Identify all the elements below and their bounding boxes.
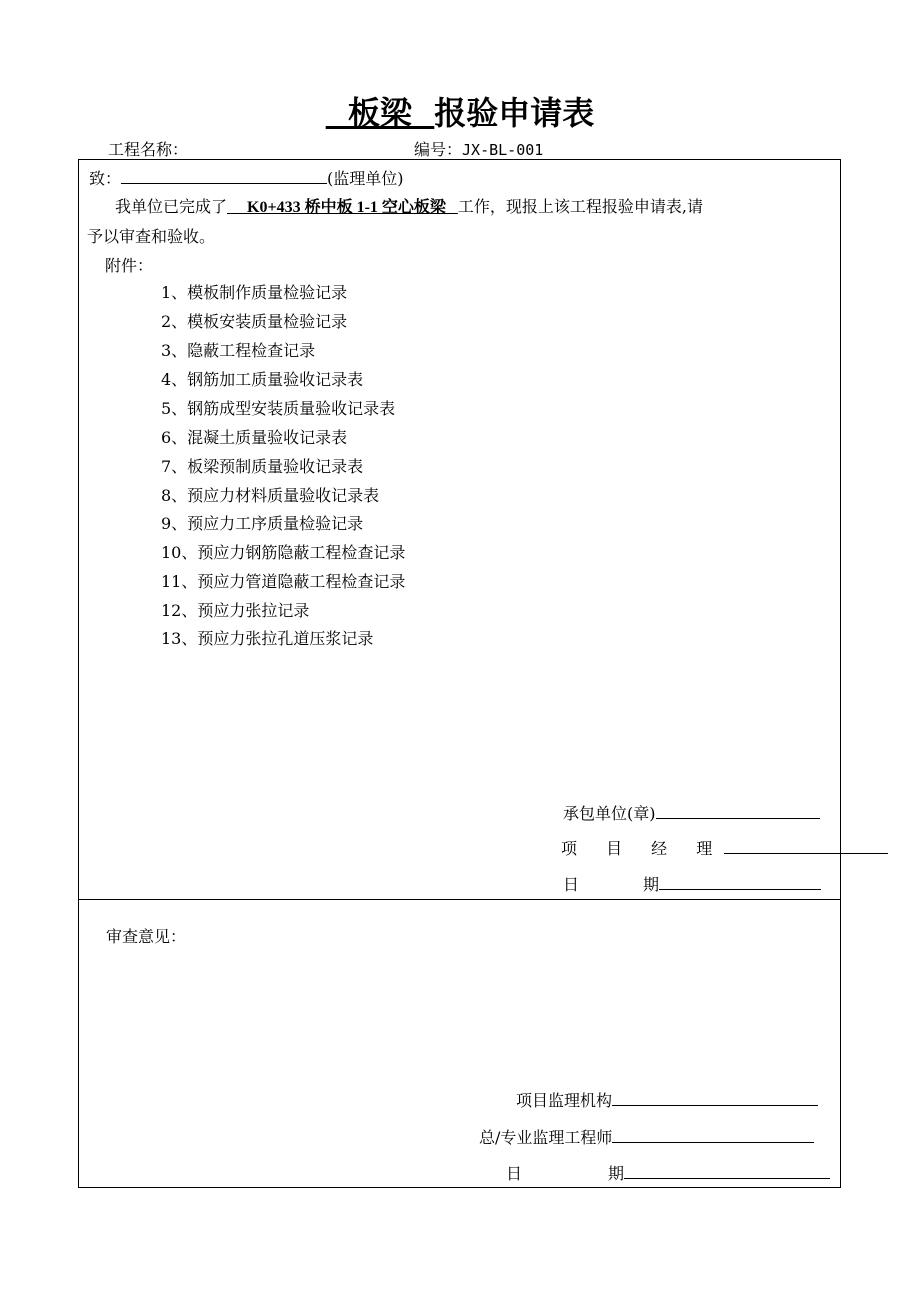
manager-label: 项 目 经 理 bbox=[561, 839, 725, 858]
manager-blank[interactable] bbox=[724, 835, 888, 854]
contractor-blank[interactable] bbox=[656, 800, 820, 819]
attachment-item: 5、钢筋成型安装质量验收记录表 bbox=[161, 399, 396, 418]
date-label-char-1: 日 bbox=[563, 875, 580, 894]
attachment-item: 1、模板制作质量检验记录 bbox=[161, 283, 348, 302]
attachment-item: 13、预应力张拉孔道压浆记录 bbox=[161, 629, 374, 648]
number-label: 编号： bbox=[414, 140, 463, 159]
attachment-item: 11、预应力管道隐蔽工程检查记录 bbox=[161, 572, 406, 591]
attachment-item: 12、预应力张拉记录 bbox=[161, 601, 310, 620]
review-date-blank[interactable] bbox=[624, 1160, 830, 1179]
project-name-label: 工程名称： bbox=[108, 140, 189, 159]
contractor-label: 承包单位(章) bbox=[563, 804, 656, 823]
review-date-label-char-1: 日 bbox=[506, 1164, 523, 1183]
form-frame bbox=[78, 159, 841, 1188]
review-opinion-label: 审查意见： bbox=[106, 927, 187, 946]
supervisor-unit-hint: (监理单位) bbox=[327, 169, 404, 188]
attachment-item: 3、隐蔽工程检查记录 bbox=[161, 341, 316, 360]
engineer-blank[interactable] bbox=[612, 1124, 814, 1143]
review-date-line bbox=[506, 1160, 830, 1186]
supervisor-unit-blank[interactable] bbox=[121, 165, 327, 184]
attachment-item: 8、预应力材料质量验收记录表 bbox=[161, 486, 380, 505]
attachment-item: 9、预应力工序质量检验记录 bbox=[161, 514, 364, 533]
to-line bbox=[89, 165, 404, 191]
title-underlined-part: 板梁 bbox=[325, 94, 435, 132]
supervision-org-label: 项目监理机构 bbox=[516, 1091, 613, 1110]
attachment-item: 10、预应力钢筋隐蔽工程检查记录 bbox=[161, 543, 406, 562]
completion-line bbox=[115, 195, 703, 220]
attachments-label: 附件： bbox=[105, 256, 154, 275]
completion-line-2: 予以审查和验收。 bbox=[87, 227, 216, 246]
engineer-label: 总/专业监理工程师 bbox=[479, 1128, 613, 1147]
attachment-item: 6、混凝土质量验收记录表 bbox=[161, 428, 348, 447]
completion-prefix: 我单位已完成了 bbox=[115, 197, 228, 216]
supervision-org-line bbox=[516, 1087, 818, 1113]
contractor-line bbox=[563, 800, 820, 826]
attachment-item: 4、钢筋加工质量验收记录表 bbox=[161, 370, 364, 389]
page-title bbox=[0, 88, 920, 138]
number-value: JX-BL-001 bbox=[462, 141, 544, 159]
date-label-char-2: 期 bbox=[643, 875, 660, 894]
title-rest: 报验申请表 bbox=[434, 94, 595, 132]
section-divider bbox=[79, 899, 840, 900]
review-date-label-char-2: 期 bbox=[608, 1164, 625, 1183]
contractor-date-blank[interactable] bbox=[659, 871, 821, 890]
attachment-item: 2、模板安装质量检验记录 bbox=[161, 312, 348, 331]
engineer-line bbox=[479, 1124, 814, 1150]
contractor-date-line bbox=[563, 871, 821, 897]
work-item: K0+433 桥中板 1-1 空心板梁 bbox=[227, 199, 458, 216]
supervision-org-blank[interactable] bbox=[612, 1087, 818, 1106]
completion-suffix: 工作，现报上该工程报验申请表,请 bbox=[457, 197, 704, 216]
manager-line bbox=[561, 835, 888, 861]
attachment-item: 7、板梁预制质量验收记录表 bbox=[161, 457, 364, 476]
to-label: 致： bbox=[89, 169, 122, 188]
